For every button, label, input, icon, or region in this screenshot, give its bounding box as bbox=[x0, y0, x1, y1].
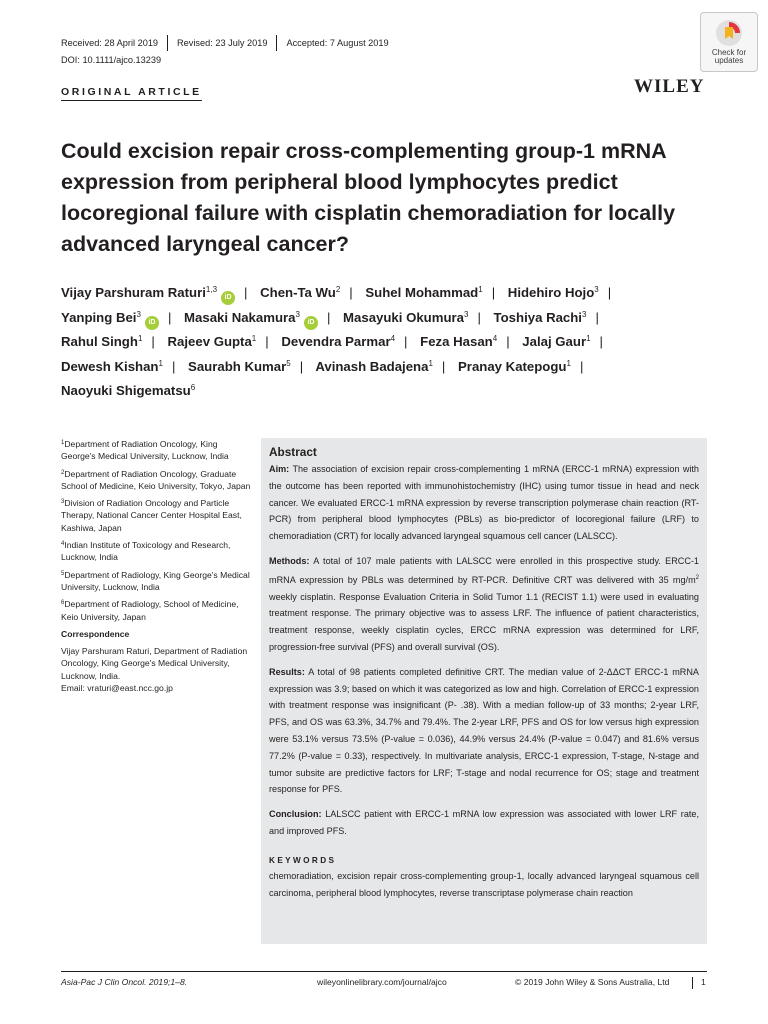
methods-text-cont: weekly cisplatin. Response Evaluation Criteria in Solid Tumor 1.1 (RECIST 1.1) were used in evaluating treatment response. The primary objective was to assess LRF. The influence of patient characteristics, treatment response, weekly cisplatin cycles, ERCC mRNA expression was determined for LRF, progression-free survival (PFS) and overall survival (OS). bbox=[269, 591, 699, 652]
affiliation-superscript: 3 bbox=[594, 285, 599, 294]
author-name-text: Avinash Badajena bbox=[315, 358, 429, 374]
affiliation-superscript: 1,3 bbox=[205, 285, 218, 294]
affiliation-number: 3 bbox=[61, 499, 65, 506]
footer-journal: Asia-Pac J Clin Oncol. 2019;1–8. bbox=[61, 977, 188, 987]
correspondence-text bbox=[61, 645, 251, 694]
footer-divider bbox=[61, 971, 707, 972]
results-label: Results: bbox=[269, 666, 305, 677]
affiliations-column bbox=[61, 438, 251, 694]
author-name[interactable] bbox=[260, 285, 340, 300]
author-name[interactable] bbox=[494, 310, 587, 325]
article-type: ORIGINAL ARTICLE bbox=[61, 86, 202, 101]
author-name-text: Vijay Parshuram Raturi bbox=[61, 285, 206, 300]
author-separator: | bbox=[326, 309, 331, 325]
author-separator: | bbox=[171, 358, 176, 374]
affiliation-text: Department of Radiology, King George's Medical University, Lucknow, India bbox=[61, 569, 250, 592]
orcid-icon[interactable]: iD bbox=[145, 316, 159, 330]
author-name[interactable] bbox=[522, 334, 590, 349]
author-name[interactable] bbox=[61, 383, 195, 398]
author-name[interactable] bbox=[281, 334, 395, 349]
revised-date: Revised: 23 July 2019 bbox=[177, 38, 268, 48]
author-separator: | bbox=[244, 285, 248, 300]
abstract-box bbox=[261, 438, 707, 944]
author-separator: | bbox=[599, 334, 603, 349]
affiliation-superscript: 1 bbox=[251, 334, 257, 343]
correspondence-heading: Correspondence bbox=[61, 628, 130, 639]
keywords-text: chemoradiation, excision repair cross-complementing group-1, locally advanced laryngeal squamous cell carcinoma, peripheral blood lymphocytes, reverse transcriptase polymerase chain reaction bbox=[269, 870, 699, 898]
author-separator: | bbox=[506, 334, 510, 349]
affiliation-item bbox=[61, 497, 251, 534]
affiliation-number: 2 bbox=[61, 469, 65, 476]
check-for-label: Check for bbox=[711, 48, 747, 57]
correspondence-address: Vijay Parshuram Raturi, Department of Radiation Oncology, King George's Medical University, Lucknow, India. bbox=[61, 646, 248, 681]
author-separator: | bbox=[441, 358, 446, 374]
author-name-text: Masaki Nakamura bbox=[184, 309, 296, 325]
author-name-text: Rajeev Gupta bbox=[167, 334, 252, 349]
author-name[interactable] bbox=[458, 359, 571, 374]
affiliation-number: 1 bbox=[61, 440, 65, 446]
author-name-text: Toshiya Rachi bbox=[493, 309, 582, 325]
author-separator: | bbox=[595, 309, 599, 325]
updates-label: updates bbox=[714, 56, 744, 65]
affiliation-superscript: 3 bbox=[463, 309, 469, 319]
affiliation-superscript: 5 bbox=[286, 358, 291, 368]
author-separator: | bbox=[167, 309, 172, 325]
affiliation-superscript: 3 bbox=[136, 309, 141, 319]
author-name-text: Jalaj Gaur bbox=[522, 334, 587, 349]
affiliation-superscript: 3 bbox=[295, 309, 300, 319]
author-name-text: Naoyuki Shigematsu bbox=[61, 383, 191, 398]
author-separator: | bbox=[477, 309, 481, 325]
author-name-text: Yanping Bei bbox=[61, 309, 137, 325]
author-name-text: Saurabh Kumar bbox=[188, 358, 287, 374]
methods-label: Methods: bbox=[269, 555, 310, 566]
correspondence-email[interactable]: Email: vraturi@east.ncc.go.jp bbox=[61, 683, 173, 694]
author-separator: | bbox=[404, 334, 408, 349]
affiliation-superscript: 1 bbox=[158, 358, 163, 368]
affiliation-superscript: 4 bbox=[390, 334, 396, 343]
affiliation-superscript: 1 bbox=[478, 285, 483, 294]
conclusion-label: Conclusion: bbox=[269, 809, 322, 820]
article-dates bbox=[61, 35, 389, 51]
author-name[interactable] bbox=[184, 310, 318, 325]
paper-title: Could excision repair cross-complementing group-1 mRNA expression from peripheral blood lymphocytes predict locoregional failure with cisplatin chemoradiation for locally advanced laryngeal cancer? bbox=[61, 139, 676, 256]
affiliation-superscript: 1 bbox=[566, 358, 571, 368]
author-separator: | bbox=[491, 285, 496, 300]
author-name-text: Rahul Singh bbox=[61, 334, 138, 349]
methods-text: A total of 107 male patients with LALSCC were enrolled in this prospective study. ERCC-1 mRNA expression by PBLs was determined by RT-PCR. Definitive CRT was delivered with 35 mg/m bbox=[269, 555, 699, 585]
aim-text: The association of excision repair cross-complementing 1 mRNA (ERCC-1 mRNA) expression with the outcome has been reported with immunohistochemistry (IHC) using tumor tissue in head and neck cancer. We evaluated ERCC-1 mRNA expression by reverse transcription polymerase chain reaction (RT-PCR) from peripheral blood lymphocytes (PBLs) as bio-predictor of locoregional failure (LRF) to chemoradiation (CRT) for locally advanced laryngeal squamous cell cancer (LALSCC). bbox=[269, 464, 699, 542]
affiliation-item bbox=[61, 598, 251, 623]
author-name-text: Pranay Katepogu bbox=[458, 358, 567, 374]
author-name[interactable] bbox=[188, 359, 291, 374]
orcid-icon[interactable]: iD bbox=[221, 291, 235, 305]
author-name[interactable] bbox=[168, 334, 257, 349]
affiliation-text: Department of Radiology, School of Medicine, Keio University, Japan bbox=[61, 599, 239, 622]
affiliation-superscript: 4 bbox=[492, 334, 498, 343]
author-separator: | bbox=[299, 358, 304, 374]
check-for-updates-badge[interactable] bbox=[700, 12, 758, 72]
affiliation-item bbox=[61, 438, 251, 463]
abstract-methods bbox=[269, 553, 699, 656]
author-separator: | bbox=[607, 285, 612, 300]
affiliation-number: 5 bbox=[61, 570, 65, 577]
publisher-logo: WILEY bbox=[634, 76, 705, 97]
affiliation-superscript: 6 bbox=[190, 383, 196, 392]
author-list bbox=[61, 281, 711, 404]
abstract-results bbox=[269, 664, 699, 798]
author-name-text: Hidehiro Hojo bbox=[507, 285, 595, 300]
page-number: 1 bbox=[692, 977, 706, 989]
author-name[interactable] bbox=[315, 359, 433, 374]
author-name-text: Dewesh Kishan bbox=[61, 358, 159, 374]
footer-url[interactable]: wileyonlinelibrary.com/journal/ajco bbox=[317, 977, 447, 987]
affiliation-superscript: 1 bbox=[428, 358, 433, 368]
keywords-heading: KEYWORDS bbox=[269, 855, 337, 865]
doi[interactable]: DOI: 10.1111/ajco.13239 bbox=[61, 55, 162, 65]
affiliation-superscript: 1 bbox=[586, 334, 591, 343]
author-name-text: Masayuki Okumura bbox=[343, 309, 464, 325]
affiliation-list bbox=[61, 438, 251, 623]
abstract-aim bbox=[269, 461, 699, 545]
bookmark-icon bbox=[714, 18, 744, 48]
affiliation-number: 6 bbox=[61, 600, 65, 607]
affiliation-item bbox=[61, 468, 251, 493]
accepted-date: Accepted: 7 August 2019 bbox=[286, 38, 389, 48]
received-date: Received: 28 April 2019 bbox=[61, 38, 159, 48]
affiliation-superscript: 2 bbox=[335, 285, 341, 294]
author-separator: | bbox=[349, 285, 353, 300]
aim-label: Aim: bbox=[269, 464, 290, 474]
author-separator: | bbox=[265, 334, 269, 349]
affiliation-text: Division of Radiation Oncology and Particle Therapy, National Cancer Center Hospital East, Kashiwa, Japan bbox=[61, 498, 242, 533]
author-name-text: Feza Hasan bbox=[420, 334, 493, 349]
affiliation-text: Indian Institute of Toxicology and Research, Lucknow, India bbox=[61, 540, 231, 563]
author-name[interactable] bbox=[343, 310, 468, 325]
author-name[interactable] bbox=[61, 310, 159, 325]
affiliation-item bbox=[61, 539, 251, 564]
orcid-icon[interactable]: iD bbox=[304, 316, 318, 330]
conclusion-text: LALSCC patient with ERCC-1 mRNA low expression was associated with lower LRF rate, and improved PFS. bbox=[269, 809, 699, 836]
affiliation-text: Department of Radiation Oncology, King George's Medical University, Lucknow, India bbox=[61, 439, 229, 462]
author-separator: | bbox=[579, 358, 584, 374]
author-name-text: Chen-Ta Wu bbox=[260, 285, 336, 300]
affiliation-number: 4 bbox=[61, 541, 65, 548]
author-name[interactable] bbox=[61, 285, 235, 300]
author-name[interactable] bbox=[508, 285, 599, 300]
affiliation-superscript: 3 bbox=[581, 309, 587, 319]
date-separator bbox=[167, 35, 168, 51]
affiliation-item bbox=[61, 569, 251, 594]
abstract-heading: Abstract bbox=[269, 445, 317, 459]
author-separator: | bbox=[151, 334, 155, 349]
results-text: A total of 98 patients completed definitive CRT. The median value of 2-ΔΔCT ERCC-1 mRNA expression was 3.9; based on which it was categorized as low and high. Correlation of ERCC-1 expression with treatment response was insignificant (P- .38). With a median follow-up of 33 months; 2-year LRF, PFS, and OS was 63.3%, 34.7% and 79.4%. The 2-year LRF, PFS and OS for low versus high expression were 53.1% versus 73.5% (P-value = 0.036), 44.9% versus 24.4% (P-value = 0.047) and 81.6% versus 77.2% (P-value = 0.33), respectively. In multivariate analysis, ERCC-1 expression, T-stage, N-stage and tumor subsite are predictive factors for LRF; T-stage and nodal recurrence for OS; stage and treatment response for PFS. bbox=[269, 666, 699, 795]
author-name-text: Suhel Mohammad bbox=[365, 285, 479, 300]
author-name[interactable] bbox=[365, 285, 482, 300]
affiliation-superscript: 1 bbox=[137, 334, 143, 343]
author-name[interactable] bbox=[61, 359, 163, 374]
author-name[interactable] bbox=[420, 334, 497, 349]
footer-copyright: © 2019 John Wiley & Sons Australia, Ltd bbox=[515, 977, 670, 987]
affiliation-text: Department of Radiation Oncology, Graduate School of Medicine, Keio University, Tokyo, Japan bbox=[61, 468, 251, 491]
abstract-conclusion bbox=[269, 806, 699, 840]
author-name[interactable] bbox=[61, 334, 142, 349]
methods-superscript: 2 bbox=[695, 574, 699, 581]
author-name-text: Devendra Parmar bbox=[281, 334, 391, 349]
date-separator bbox=[276, 35, 277, 51]
